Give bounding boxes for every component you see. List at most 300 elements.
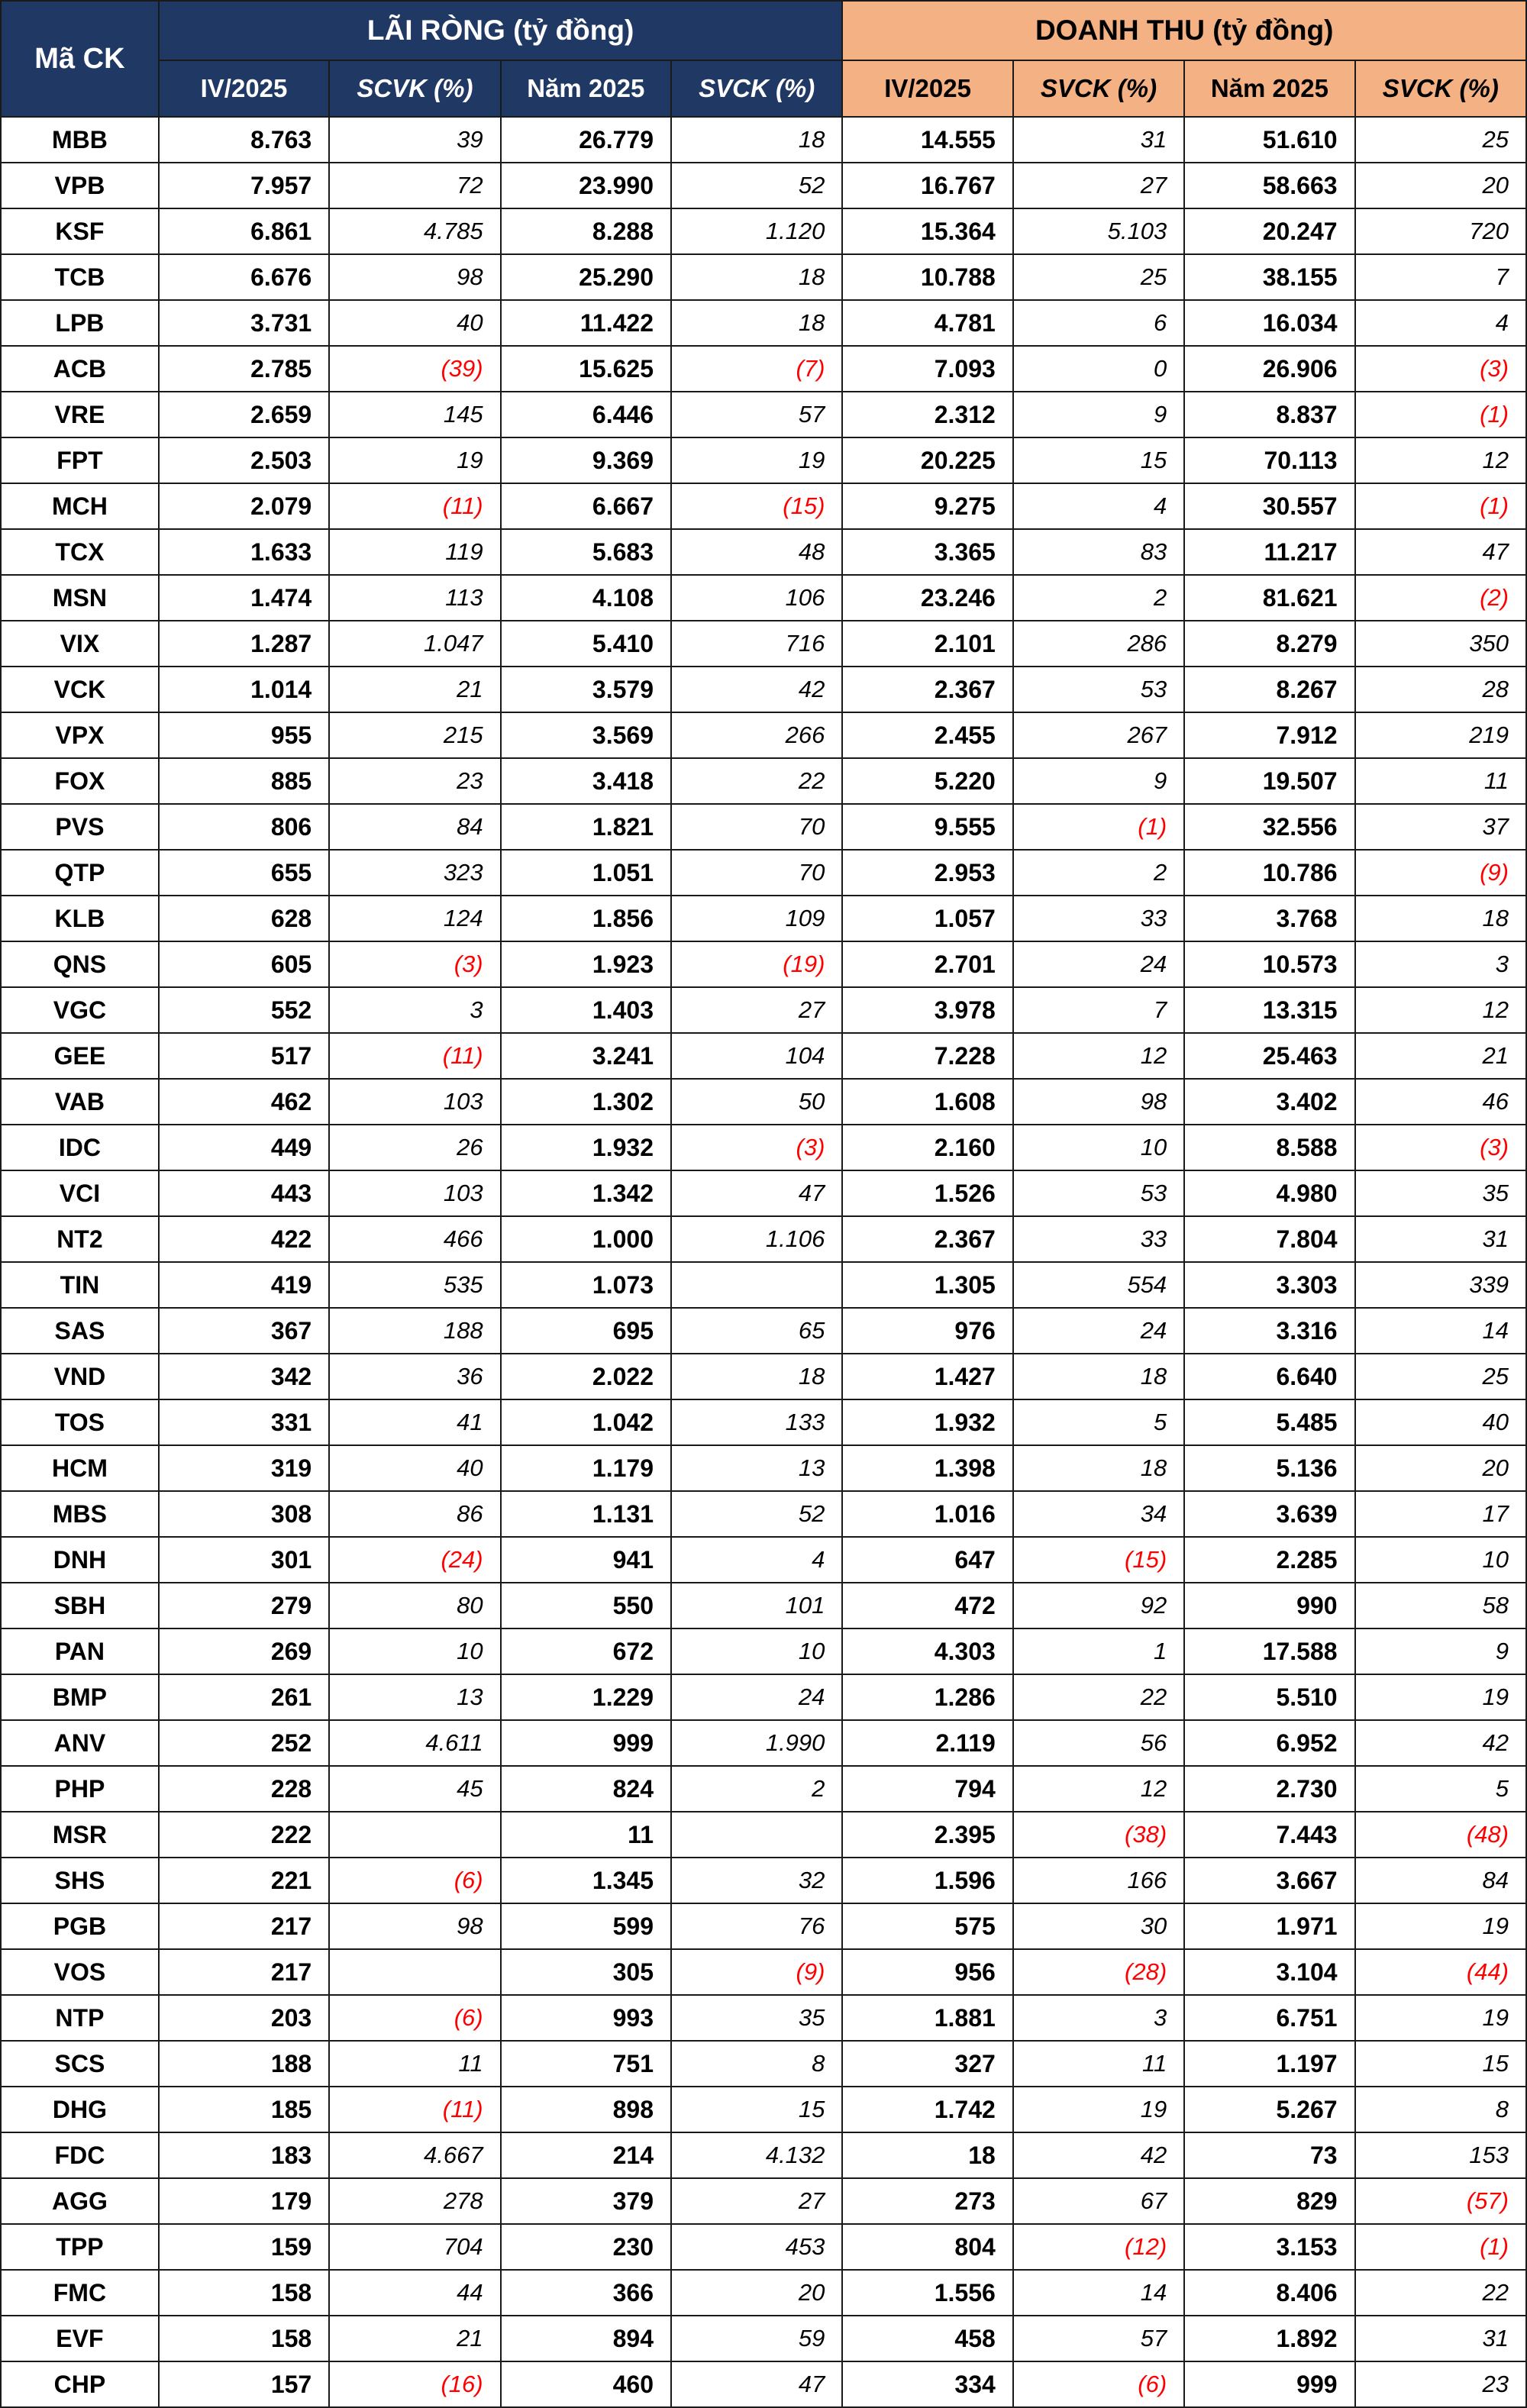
cell-revenue-quarter-pct: 56 xyxy=(1013,1720,1184,1766)
cell-revenue-year-pct: 5 xyxy=(1355,1766,1526,1812)
cell-profit-quarter: 179 xyxy=(159,2178,329,2224)
cell-revenue-quarter: 2.160 xyxy=(842,1125,1012,1170)
cell-revenue-year: 8.588 xyxy=(1184,1125,1354,1170)
cell-ticker-code: TIN xyxy=(1,1262,159,1308)
cell-revenue-quarter: 956 xyxy=(842,1949,1012,1995)
cell-profit-year: 4.108 xyxy=(501,575,671,621)
cell-profit-quarter-pct: 704 xyxy=(329,2224,500,2270)
cell-profit-year-pct: 2 xyxy=(671,1766,842,1812)
cell-revenue-year: 6.751 xyxy=(1184,1995,1354,2041)
cell-ticker-code: TPP xyxy=(1,2224,159,2270)
cell-revenue-quarter-pct: 166 xyxy=(1013,1858,1184,1903)
cell-revenue-quarter: 1.057 xyxy=(842,896,1012,941)
cell-profit-year-pct: 4.132 xyxy=(671,2132,842,2178)
cell-profit-year-pct: 266 xyxy=(671,712,842,758)
cell-revenue-quarter: 2.395 xyxy=(842,1812,1012,1858)
cell-profit-quarter-pct: 11 xyxy=(329,2041,500,2087)
cell-ticker-code: MBS xyxy=(1,1491,159,1537)
cell-revenue-year: 3.639 xyxy=(1184,1491,1354,1537)
cell-revenue-year-pct: 3 xyxy=(1355,941,1526,987)
cell-revenue-year: 829 xyxy=(1184,2178,1354,2224)
cell-ticker-code: TCB xyxy=(1,254,159,300)
table-row xyxy=(1,2041,1526,2087)
cell-ticker-code: VRE xyxy=(1,392,159,437)
cell-profit-quarter: 188 xyxy=(159,2041,329,2087)
cell-ticker-code: SBH xyxy=(1,1583,159,1628)
cell-profit-quarter: 2.079 xyxy=(159,483,329,529)
cell-profit-quarter: 158 xyxy=(159,2270,329,2316)
cell-profit-year: 379 xyxy=(501,2178,671,2224)
table-row xyxy=(1,300,1526,346)
cell-profit-quarter: 319 xyxy=(159,1445,329,1491)
cell-revenue-quarter-pct: 14 xyxy=(1013,2270,1184,2316)
cell-revenue-year: 30.557 xyxy=(1184,483,1354,529)
cell-profit-year-pct: 104 xyxy=(671,1033,842,1079)
table-row xyxy=(1,392,1526,437)
cell-ticker-code: HCM xyxy=(1,1445,159,1491)
cell-ticker-code: PVS xyxy=(1,804,159,850)
cell-profit-quarter-pct: 4.611 xyxy=(329,1720,500,1766)
table-row xyxy=(1,850,1526,896)
cell-revenue-year-pct: 20 xyxy=(1355,1445,1526,1491)
cell-ticker-code: TCX xyxy=(1,529,159,575)
column-header-code: Mã CK xyxy=(1,1,159,117)
cell-revenue-quarter-pct: 5.103 xyxy=(1013,208,1184,254)
cell-revenue-quarter: 9.275 xyxy=(842,483,1012,529)
cell-revenue-quarter: 3.978 xyxy=(842,987,1012,1033)
cell-ticker-code: EVF xyxy=(1,2316,159,2361)
cell-revenue-quarter-pct: 267 xyxy=(1013,712,1184,758)
cell-ticker-code: LPB xyxy=(1,300,159,346)
cell-revenue-quarter: 5.220 xyxy=(842,758,1012,804)
cell-revenue-year-pct: 7 xyxy=(1355,254,1526,300)
cell-revenue-year-pct: 23 xyxy=(1355,2361,1526,2407)
cell-profit-quarter-pct: 10 xyxy=(329,1628,500,1674)
cell-profit-year-pct: 52 xyxy=(671,163,842,208)
table-row xyxy=(1,1628,1526,1674)
cell-profit-quarter: 217 xyxy=(159,1949,329,1995)
cell-profit-year-pct: 18 xyxy=(671,117,842,163)
cell-ticker-code: SAS xyxy=(1,1308,159,1354)
cell-revenue-quarter: 14.555 xyxy=(842,117,1012,163)
cell-profit-year: 5.683 xyxy=(501,529,671,575)
cell-profit-quarter: 1.014 xyxy=(159,667,329,712)
column-header-revenue-year: Năm 2025 xyxy=(1184,60,1354,117)
cell-profit-quarter-pct: 535 xyxy=(329,1262,500,1308)
cell-revenue-year: 10.573 xyxy=(1184,941,1354,987)
cell-ticker-code: VOS xyxy=(1,1949,159,1995)
cell-revenue-year: 1.197 xyxy=(1184,2041,1354,2087)
cell-profit-quarter-pct: 4.785 xyxy=(329,208,500,254)
cell-ticker-code: DNH xyxy=(1,1537,159,1583)
cell-ticker-code: PAN xyxy=(1,1628,159,1674)
cell-revenue-quarter: 472 xyxy=(842,1583,1012,1628)
cell-ticker-code: KLB xyxy=(1,896,159,941)
cell-ticker-code: MSN xyxy=(1,575,159,621)
cell-revenue-quarter: 2.367 xyxy=(842,667,1012,712)
cell-ticker-code: TOS xyxy=(1,1399,159,1445)
cell-profit-quarter: 1.287 xyxy=(159,621,329,667)
cell-profit-quarter: 2.659 xyxy=(159,392,329,437)
cell-revenue-year: 58.663 xyxy=(1184,163,1354,208)
cell-profit-quarter: 222 xyxy=(159,1812,329,1858)
cell-revenue-quarter: 2.455 xyxy=(842,712,1012,758)
cell-profit-year: 1.179 xyxy=(501,1445,671,1491)
cell-profit-quarter: 367 xyxy=(159,1308,329,1354)
cell-revenue-year-pct: (3) xyxy=(1355,346,1526,392)
table-row xyxy=(1,1720,1526,1766)
table-row xyxy=(1,2270,1526,2316)
cell-revenue-quarter: 23.246 xyxy=(842,575,1012,621)
cell-profit-year: 6.667 xyxy=(501,483,671,529)
cell-revenue-quarter-pct: 53 xyxy=(1013,1170,1184,1216)
cell-ticker-code: KSF xyxy=(1,208,159,254)
table-row xyxy=(1,117,1526,163)
cell-revenue-year: 7.443 xyxy=(1184,1812,1354,1858)
cell-profit-year: 751 xyxy=(501,2041,671,2087)
table-row xyxy=(1,1399,1526,1445)
cell-profit-quarter: 221 xyxy=(159,1858,329,1903)
cell-revenue-quarter-pct: 22 xyxy=(1013,1674,1184,1720)
cell-profit-year: 672 xyxy=(501,1628,671,1674)
cell-revenue-quarter-pct: 42 xyxy=(1013,2132,1184,2178)
cell-revenue-quarter: 15.364 xyxy=(842,208,1012,254)
cell-profit-quarter-pct: 80 xyxy=(329,1583,500,1628)
cell-profit-quarter: 308 xyxy=(159,1491,329,1537)
cell-profit-quarter-pct: 124 xyxy=(329,896,500,941)
cell-revenue-quarter: 1.427 xyxy=(842,1354,1012,1399)
cell-revenue-year: 6.952 xyxy=(1184,1720,1354,1766)
cell-ticker-code: QTP xyxy=(1,850,159,896)
cell-profit-year: 1.302 xyxy=(501,1079,671,1125)
cell-profit-quarter: 7.957 xyxy=(159,163,329,208)
cell-revenue-year-pct: 31 xyxy=(1355,1216,1526,1262)
table-row xyxy=(1,1354,1526,1399)
cell-profit-year-pct: 8 xyxy=(671,2041,842,2087)
cell-revenue-quarter: 804 xyxy=(842,2224,1012,2270)
cell-revenue-quarter-pct: 31 xyxy=(1013,117,1184,163)
cell-profit-year: 6.446 xyxy=(501,392,671,437)
cell-profit-year: 3.418 xyxy=(501,758,671,804)
column-header-profit-year: Năm 2025 xyxy=(501,60,671,117)
cell-revenue-quarter: 10.788 xyxy=(842,254,1012,300)
column-group-revenue: DOANH THU (tỷ đồng) xyxy=(842,1,1526,60)
cell-revenue-quarter: 4.781 xyxy=(842,300,1012,346)
cell-revenue-year-pct: 20 xyxy=(1355,163,1526,208)
cell-ticker-code: FDC xyxy=(1,2132,159,2178)
cell-revenue-quarter: 647 xyxy=(842,1537,1012,1583)
cell-profit-quarter: 422 xyxy=(159,1216,329,1262)
cell-ticker-code: MBB xyxy=(1,117,159,163)
cell-revenue-quarter: 1.932 xyxy=(842,1399,1012,1445)
cell-ticker-code: IDC xyxy=(1,1125,159,1170)
cell-revenue-quarter: 458 xyxy=(842,2316,1012,2361)
cell-revenue-year: 3.768 xyxy=(1184,896,1354,941)
cell-profit-year: 1.000 xyxy=(501,1216,671,1262)
table-header xyxy=(1,1,1526,117)
cell-revenue-quarter: 2.101 xyxy=(842,621,1012,667)
cell-profit-year: 8.288 xyxy=(501,208,671,254)
cell-revenue-year-pct: 15 xyxy=(1355,2041,1526,2087)
cell-profit-quarter: 449 xyxy=(159,1125,329,1170)
cell-revenue-quarter: 1.526 xyxy=(842,1170,1012,1216)
column-header-profit-quarter-pct: SCVK (%) xyxy=(329,60,500,117)
cell-profit-quarter: 6.861 xyxy=(159,208,329,254)
cell-profit-year: 1.821 xyxy=(501,804,671,850)
table-row xyxy=(1,2361,1526,2407)
cell-profit-year: 1.073 xyxy=(501,1262,671,1308)
cell-profit-quarter-pct: 215 xyxy=(329,712,500,758)
cell-ticker-code: ANV xyxy=(1,1720,159,1766)
table-row xyxy=(1,254,1526,300)
cell-profit-quarter: 2.785 xyxy=(159,346,329,392)
cell-profit-year-pct: 133 xyxy=(671,1399,842,1445)
cell-profit-quarter-pct: 278 xyxy=(329,2178,500,2224)
table-row xyxy=(1,712,1526,758)
cell-profit-quarter-pct: 188 xyxy=(329,1308,500,1354)
cell-revenue-year-pct: 18 xyxy=(1355,896,1526,941)
cell-profit-year-pct: 19 xyxy=(671,437,842,483)
cell-revenue-year: 3.104 xyxy=(1184,1949,1354,1995)
cell-revenue-year-pct: 219 xyxy=(1355,712,1526,758)
cell-profit-year: 15.625 xyxy=(501,346,671,392)
table-row xyxy=(1,896,1526,941)
cell-revenue-year-pct: 8 xyxy=(1355,2087,1526,2132)
cell-profit-quarter: 252 xyxy=(159,1720,329,1766)
cell-revenue-year: 8.406 xyxy=(1184,2270,1354,2316)
cell-revenue-quarter-pct: 11 xyxy=(1013,2041,1184,2087)
cell-revenue-quarter: 18 xyxy=(842,2132,1012,2178)
cell-revenue-quarter: 9.555 xyxy=(842,804,1012,850)
cell-profit-year-pct: 32 xyxy=(671,1858,842,1903)
cell-profit-quarter-pct: (11) xyxy=(329,1033,500,1079)
table-row xyxy=(1,1491,1526,1537)
cell-revenue-quarter: 1.305 xyxy=(842,1262,1012,1308)
cell-profit-quarter: 342 xyxy=(159,1354,329,1399)
cell-profit-year: 214 xyxy=(501,2132,671,2178)
cell-profit-quarter-pct: 103 xyxy=(329,1170,500,1216)
cell-profit-year: 941 xyxy=(501,1537,671,1583)
cell-revenue-year: 6.640 xyxy=(1184,1354,1354,1399)
cell-profit-quarter: 2.503 xyxy=(159,437,329,483)
cell-revenue-quarter-pct: 25 xyxy=(1013,254,1184,300)
table-row xyxy=(1,1125,1526,1170)
cell-profit-year: 11 xyxy=(501,1812,671,1858)
cell-profit-quarter-pct: 4.667 xyxy=(329,2132,500,2178)
cell-ticker-code: VCI xyxy=(1,1170,159,1216)
cell-profit-quarter: 806 xyxy=(159,804,329,850)
cell-profit-year: 25.290 xyxy=(501,254,671,300)
cell-profit-quarter-pct xyxy=(329,1949,500,1995)
cell-profit-quarter: 269 xyxy=(159,1628,329,1674)
cell-profit-quarter-pct: (24) xyxy=(329,1537,500,1583)
cell-revenue-year-pct: 10 xyxy=(1355,1537,1526,1583)
cell-revenue-year: 3.316 xyxy=(1184,1308,1354,1354)
cell-profit-quarter-pct: 45 xyxy=(329,1766,500,1812)
cell-profit-year-pct: 35 xyxy=(671,1995,842,2041)
cell-profit-quarter-pct: 41 xyxy=(329,1399,500,1445)
cell-profit-year-pct: 57 xyxy=(671,392,842,437)
cell-profit-year-pct: 1.120 xyxy=(671,208,842,254)
cell-revenue-year-pct: 40 xyxy=(1355,1399,1526,1445)
cell-ticker-code: QNS xyxy=(1,941,159,987)
cell-profit-quarter: 228 xyxy=(159,1766,329,1812)
cell-profit-quarter: 655 xyxy=(159,850,329,896)
cell-profit-year-pct: 47 xyxy=(671,2361,842,2407)
cell-profit-year-pct: 59 xyxy=(671,2316,842,2361)
cell-revenue-quarter-pct: 67 xyxy=(1013,2178,1184,2224)
cell-profit-quarter-pct: (11) xyxy=(329,483,500,529)
cell-revenue-quarter-pct: 15 xyxy=(1013,437,1184,483)
cell-profit-quarter-pct: 36 xyxy=(329,1354,500,1399)
cell-revenue-quarter-pct: 12 xyxy=(1013,1033,1184,1079)
cell-revenue-year: 7.912 xyxy=(1184,712,1354,758)
cell-profit-quarter-pct xyxy=(329,1812,500,1858)
cell-profit-year: 3.241 xyxy=(501,1033,671,1079)
cell-revenue-year-pct: 720 xyxy=(1355,208,1526,254)
cell-profit-year: 1.229 xyxy=(501,1674,671,1720)
cell-profit-quarter: 419 xyxy=(159,1262,329,1308)
cell-revenue-quarter: 327 xyxy=(842,2041,1012,2087)
table-row xyxy=(1,575,1526,621)
cell-profit-year: 11.422 xyxy=(501,300,671,346)
cell-profit-quarter: 462 xyxy=(159,1079,329,1125)
cell-revenue-quarter: 2.701 xyxy=(842,941,1012,987)
cell-revenue-quarter: 575 xyxy=(842,1903,1012,1949)
table-body xyxy=(1,117,1526,2407)
cell-ticker-code: FMC xyxy=(1,2270,159,2316)
cell-profit-quarter-pct: 103 xyxy=(329,1079,500,1125)
cell-revenue-quarter: 7.093 xyxy=(842,346,1012,392)
cell-profit-quarter-pct: 21 xyxy=(329,667,500,712)
cell-ticker-code: PHP xyxy=(1,1766,159,1812)
table-row xyxy=(1,1216,1526,1262)
cell-ticker-code: VND xyxy=(1,1354,159,1399)
cell-revenue-quarter: 20.225 xyxy=(842,437,1012,483)
table-row xyxy=(1,2132,1526,2178)
cell-profit-quarter-pct: 113 xyxy=(329,575,500,621)
cell-revenue-quarter-pct: 83 xyxy=(1013,529,1184,575)
cell-profit-year: 695 xyxy=(501,1308,671,1354)
cell-revenue-quarter-pct: 3 xyxy=(1013,1995,1184,2041)
cell-profit-year: 2.022 xyxy=(501,1354,671,1399)
table-row xyxy=(1,2316,1526,2361)
cell-revenue-quarter-pct: 24 xyxy=(1013,1308,1184,1354)
cell-revenue-year: 2.730 xyxy=(1184,1766,1354,1812)
cell-revenue-year-pct: 47 xyxy=(1355,529,1526,575)
cell-profit-year-pct: 453 xyxy=(671,2224,842,2270)
cell-ticker-code: VIX xyxy=(1,621,159,667)
cell-profit-year-pct: 22 xyxy=(671,758,842,804)
cell-profit-year: 460 xyxy=(501,2361,671,2407)
cell-revenue-year: 5.267 xyxy=(1184,2087,1354,2132)
cell-revenue-year-pct: 25 xyxy=(1355,1354,1526,1399)
cell-revenue-quarter-pct: 34 xyxy=(1013,1491,1184,1537)
cell-revenue-year-pct: 22 xyxy=(1355,2270,1526,2316)
column-header-profit-year-pct: SVCK (%) xyxy=(671,60,842,117)
cell-revenue-year: 5.510 xyxy=(1184,1674,1354,1720)
cell-revenue-quarter: 1.398 xyxy=(842,1445,1012,1491)
cell-profit-year: 3.579 xyxy=(501,667,671,712)
cell-revenue-year-pct: (44) xyxy=(1355,1949,1526,1995)
cell-revenue-year: 8.279 xyxy=(1184,621,1354,667)
cell-profit-year-pct: 47 xyxy=(671,1170,842,1216)
cell-profit-year: 1.403 xyxy=(501,987,671,1033)
cell-revenue-quarter: 4.303 xyxy=(842,1628,1012,1674)
cell-ticker-code: MCH xyxy=(1,483,159,529)
cell-revenue-year-pct: 17 xyxy=(1355,1491,1526,1537)
table-row xyxy=(1,529,1526,575)
cell-ticker-code: NTP xyxy=(1,1995,159,2041)
cell-revenue-quarter: 1.608 xyxy=(842,1079,1012,1125)
cell-ticker-code: VPB xyxy=(1,163,159,208)
column-header-revenue-year-pct: SVCK (%) xyxy=(1355,60,1526,117)
cell-profit-quarter-pct: 98 xyxy=(329,1903,500,1949)
cell-revenue-year-pct: 58 xyxy=(1355,1583,1526,1628)
cell-revenue-quarter-pct: (12) xyxy=(1013,2224,1184,2270)
cell-profit-year-pct: 101 xyxy=(671,1583,842,1628)
cell-revenue-quarter-pct: 33 xyxy=(1013,1216,1184,1262)
cell-revenue-year-pct: 153 xyxy=(1355,2132,1526,2178)
cell-revenue-quarter-pct: (15) xyxy=(1013,1537,1184,1583)
cell-profit-year: 1.856 xyxy=(501,896,671,941)
cell-revenue-quarter: 273 xyxy=(842,2178,1012,2224)
cell-profit-quarter-pct: 26 xyxy=(329,1125,500,1170)
cell-ticker-code: DHG xyxy=(1,2087,159,2132)
cell-profit-quarter: 605 xyxy=(159,941,329,987)
cell-profit-quarter: 1.474 xyxy=(159,575,329,621)
cell-revenue-quarter: 1.881 xyxy=(842,1995,1012,2041)
cell-revenue-year-pct: 339 xyxy=(1355,1262,1526,1308)
table-row xyxy=(1,1262,1526,1308)
cell-profit-year-pct: 18 xyxy=(671,1354,842,1399)
cell-revenue-quarter-pct: 286 xyxy=(1013,621,1184,667)
cell-ticker-code: CHP xyxy=(1,2361,159,2407)
cell-profit-quarter: 885 xyxy=(159,758,329,804)
cell-profit-quarter: 3.731 xyxy=(159,300,329,346)
cell-revenue-year-pct: 25 xyxy=(1355,117,1526,163)
cell-profit-quarter: 159 xyxy=(159,2224,329,2270)
cell-revenue-year: 25.463 xyxy=(1184,1033,1354,1079)
cell-revenue-year: 990 xyxy=(1184,1583,1354,1628)
cell-profit-quarter-pct: 21 xyxy=(329,2316,500,2361)
table-row xyxy=(1,2178,1526,2224)
cell-revenue-quarter-pct: 24 xyxy=(1013,941,1184,987)
cell-revenue-quarter-pct: 19 xyxy=(1013,2087,1184,2132)
cell-profit-quarter: 552 xyxy=(159,987,329,1033)
cell-ticker-code: MSR xyxy=(1,1812,159,1858)
cell-profit-year-pct: 27 xyxy=(671,2178,842,2224)
cell-ticker-code: FPT xyxy=(1,437,159,483)
cell-profit-quarter: 301 xyxy=(159,1537,329,1583)
column-header-profit-quarter: IV/2025 xyxy=(159,60,329,117)
cell-profit-quarter: 955 xyxy=(159,712,329,758)
cell-profit-year-pct: (9) xyxy=(671,1949,842,1995)
cell-revenue-year-pct: (1) xyxy=(1355,2224,1526,2270)
cell-profit-year: 1.051 xyxy=(501,850,671,896)
cell-profit-year-pct: 48 xyxy=(671,529,842,575)
cell-profit-year-pct: 18 xyxy=(671,254,842,300)
cell-profit-year: 3.569 xyxy=(501,712,671,758)
cell-revenue-year-pct: 19 xyxy=(1355,1903,1526,1949)
cell-profit-quarter-pct: 44 xyxy=(329,2270,500,2316)
header-group-row xyxy=(1,1,1526,60)
cell-revenue-quarter-pct: 92 xyxy=(1013,1583,1184,1628)
cell-profit-year: 824 xyxy=(501,1766,671,1812)
cell-revenue-quarter: 2.119 xyxy=(842,1720,1012,1766)
cell-revenue-quarter-pct: 98 xyxy=(1013,1079,1184,1125)
cell-revenue-year: 1.971 xyxy=(1184,1903,1354,1949)
